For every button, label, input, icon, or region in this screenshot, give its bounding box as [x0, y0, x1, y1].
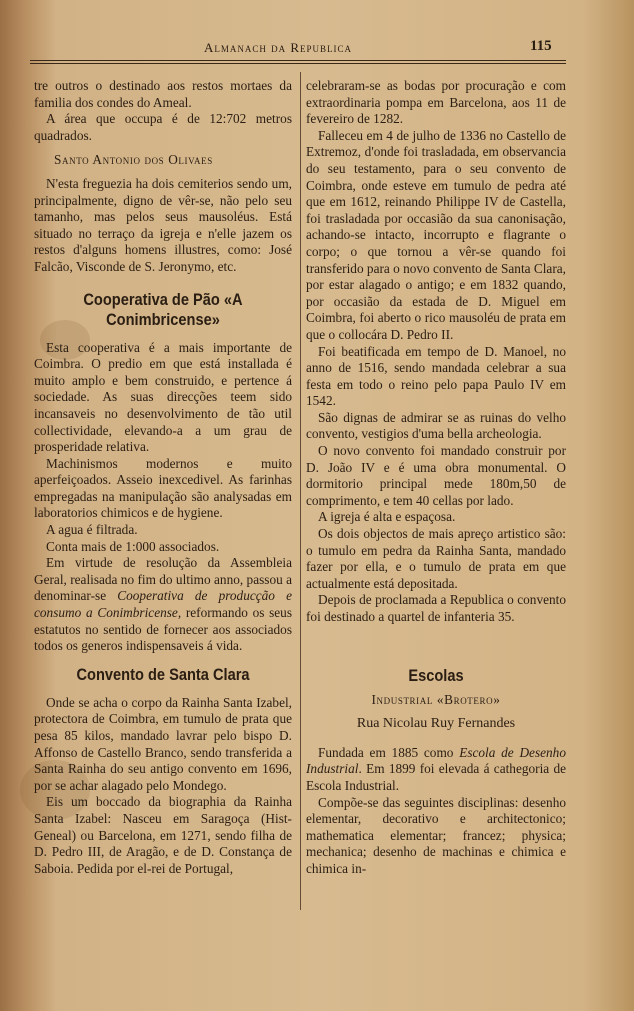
- text-run: Fundada em 1885 como: [318, 744, 460, 760]
- paragraph: Esta cooperativa é a mais importante de Coimbra. O predio em que está installada é muito amplo e bem construido, e pertence á sociedade. As suas direcções teem sido incansaveis no desenvolvimento de tão util collectividade, elevando-a a um grau de prosperidade relativa.: [34, 339, 292, 455]
- street-line: Rua Nicolau Ruy Fernandes: [356, 716, 516, 732]
- paragraph: Os dois objectos de mais apreço artistico são: o tumulo em pedra da Rainha Santa, mandado fazer por ella, e o tumulo de prata em que actualmente está depositada.: [306, 526, 566, 591]
- header-rule: [30, 60, 566, 64]
- paragraph: [306, 745, 566, 795]
- section-heading: Convento de Santa Clara: [76, 664, 250, 684]
- paragraph: A igreja é alta e espaçosa.: [318, 509, 456, 525]
- section-heading: Cooperativa de Pão «A Conimbricense»: [83, 289, 243, 329]
- paragraph: Onde se acha o corpo da Rainha Santa Izabel, protectora de Coimbra, em tumulo de prata que pesa 85 kilos, mandado lavrar pelo bispo D. Affonso de Castello Branco, sendo transferida a Santa Rainha do seu antigo convento em 1696, por se achar alagado pelo Mondego.: [34, 694, 292, 793]
- emphasis: Escola de Desenho Industrial: [306, 744, 566, 777]
- section-heading: Escolas: [408, 665, 464, 685]
- right-column: [306, 78, 566, 878]
- paragraph: tre outros o destinado aos restos mortaes da familia dos condes do Ameal.: [34, 78, 292, 110]
- subheading: Industrial «Brotero»: [371, 691, 501, 707]
- page-header: [30, 38, 570, 60]
- column-divider: [300, 72, 301, 910]
- page-number: 115: [530, 38, 552, 54]
- paragraph: Eis um boccado da biographia da Rainha Santa Izabel: Nasceu em Saragoça (Hist-Geneal) ou Barcelona, em 1271, sendo filha de D. Pedro III, de Aragão, e de D. Constança de Saboia. Pedida por el-rei de Portugal,: [34, 794, 292, 876]
- paragraph: Depois de proclamada a Republica o convento foi destinado a quartel de infanteria 35.: [306, 592, 566, 624]
- paragraph: Foi beatificada em tempo de D. Manoel, no anno de 1516, sendo mandada celebrar a sua festa em todo o reino pelo papa Paulo IV em 1542.: [306, 343, 566, 409]
- running-head: Almanach da Republica: [204, 40, 353, 55]
- text-run: Em virtude de resolução da Assembleia Geral, realisada no fim do ultimo anno, passou a denominar-se: [34, 555, 292, 604]
- paragraph: Machinismos modernos e muito aperfeiçoados. Asseio inexcedivel. As farinhas empregadas na manipulação são analysadas em laboratorios chimicos e de hygiene.: [34, 455, 292, 521]
- paragraph: A área que occupa é de 12:702 metros quadrados.: [34, 111, 292, 143]
- paragraph: São dignas de admirar se as ruinas do velho convento, vestigios d'uma bella archeologia.: [306, 409, 566, 442]
- paragraph: Conta mais de 1:000 associados.: [46, 538, 220, 554]
- paragraph: Compõe-se das seguintes disciplinas: desenho elementar, decorativo e architectonico; mathematica elementar; francez; physica; mechanica; desenho de machinas e chimica e chimica in-: [306, 794, 566, 876]
- paragraph: A agua é filtrada.: [46, 522, 138, 538]
- paragraph: [34, 555, 292, 655]
- paragraph: O novo convento foi mandado construir por D. João IV e é uma obra monumental. O dormitorio principal mede 180m,50 de comprimento, e tem 40 cellas por lado.: [306, 443, 566, 508]
- text-run: , reformando os seus estatutos no sentido de fornecer aos associados todos os generos indispensaveis á vida.: [34, 605, 292, 654]
- paragraph: celebraram-se as bodas por procuração e com extraordinaria pompa em Barcelona, aos 11 de fevereiro de 1282.: [306, 78, 566, 127]
- paragraph: N'esta freguezia ha dois cemiterios sendo um, principalmente, digno de vêr-se, não pelo seu tamanho, mas pelos seus mausoléus. Está situado no terraço da igreja e n'elle jazem os restos d'alguns homens illustres, como: José Falcão, Visconde de S. Jeronymo, etc.: [34, 175, 292, 274]
- emphasis: Cooperativa de producção e consumo a Conimbricense: [34, 588, 292, 621]
- text-run: . Em 1899 foi elevada á cathegoria de Escola Industrial.: [306, 761, 566, 793]
- left-column: [34, 78, 292, 877]
- section-heading: Santo Antonio dos Olivaes: [54, 152, 213, 168]
- paragraph: Falleceu em 4 de julho de 1336 no Castello de Extremoz, d'onde foi trasladada, em observancia do seu testamento, para o seu convento de Coimbra, onde esteve em tumulo de pedra até que em 1612, reinando Philippe IV de Castella, foi trasladada por occasião da sua canonisação, achando-se intacto, incorrupto e flagrante o corpo; o que tornou a vêr-se quando foi transferido para o novo convento de Santa Clara, por estar alagado o antigo; e em 1832 quando, por occasião da estada de D. Miguel em Coimbra, foi aberto o rico mausoléu de prata em que o collocára D. Pedro II.: [306, 127, 566, 342]
